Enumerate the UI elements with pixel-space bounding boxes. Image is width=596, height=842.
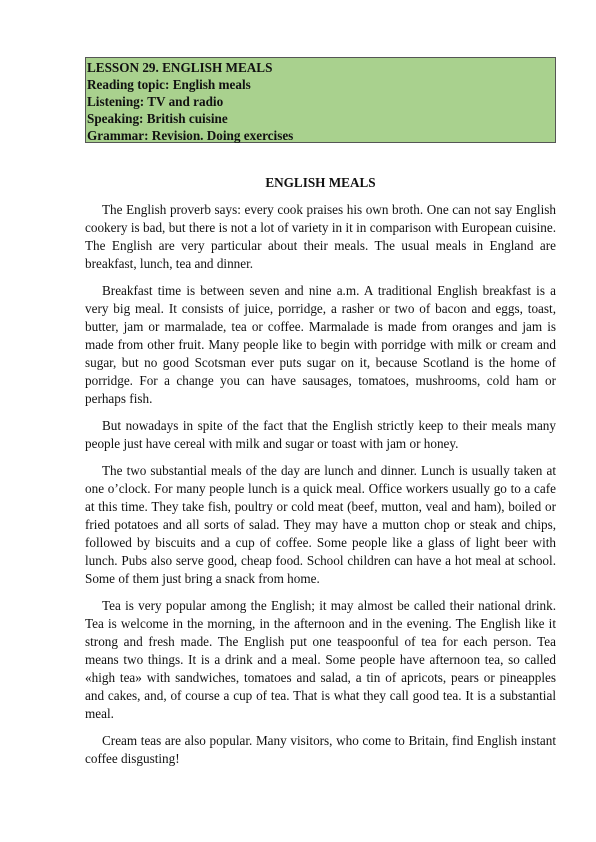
lesson-header-box: [85, 57, 556, 143]
paragraph-breakfast: Breakfast time is between seven and nine a.m. A traditional English breakfast is a very big meal. It consists of juice, porridge, a rasher or two of bacon and eggs, toast, butter, jam or marmalade, tea or coffee. Marmalade is made from oranges and jam is made from other fruit. Many people like to begin with porridge with milk or cream and sugar, but no good Scotsman ever puts sugar on it, because Scotland is the home of porridge. For a change you can have sausages, tomatoes, mushrooms, cold ham or perhaps fish.: [85, 283, 556, 406]
paragraph-lunch-dinner: The two substantial meals of the day are lunch and dinner. Lunch is usually taken at one o’clock. For many people lunch is a quick meal. Office workers usually go to a cafe at this time. They take fish, poultry or cold meat (beef, mutton, veal and ham), boiled or fried potatoes and all sorts of salad. They may have a mutton chop or steak and chips, followed by biscuits and a cup of coffee. Some people like a glass of light beer with lunch. Pubs also serve good, cheap food. School children can have a hot meal at school. Some of them just bring a snack from home.: [85, 463, 556, 586]
speaking-topic: Speaking: British cuisine: [87, 111, 228, 126]
page-title: ENGLISH MEALS: [265, 175, 376, 190]
paragraph-tea: Tea is very popular among the English; it may almost be called their national drink. Tea is welcome in the morning, in the afternoon and in the evening. The English like it strong and fresh made. The English put one teaspoonful of tea for each person. Tea means two things. It is a drink and a meal. Some people have afternoon tea, so called «high tea» with sandwiches, tomatoes and salad, a tin of apricots, pears or pineapples and cakes, and, of course a cup of tea. That is what they call good tea. It is a substantial meal.: [85, 598, 556, 721]
paragraph-intro: The English proverb says: every cook praises his own broth. One can not say English cookery is bad, but there is not a lot of variety in it in comparison with European cuisine. The English are very particular about their meals. The usual meals in England are breakfast, lunch, tea and dinner.: [85, 202, 556, 271]
listening-topic: Listening: TV and radio: [87, 94, 224, 109]
lesson-title: LESSON 29. ENGLISH MEALS: [87, 60, 273, 75]
reading-topic: Reading topic: English meals: [87, 77, 251, 92]
paragraph-cream-teas: Cream teas are also popular. Many visitors, who come to Britain, find English instant coffee disgusting!: [85, 733, 556, 766]
grammar-topic: Grammar: Revision. Doing exercises: [87, 128, 294, 143]
article-body: [85, 201, 556, 777]
paragraph-nowadays: But nowadays in spite of the fact that the English strictly keep to their meals many people just have cereal with milk and sugar or toast with jam or honey.: [85, 418, 556, 451]
